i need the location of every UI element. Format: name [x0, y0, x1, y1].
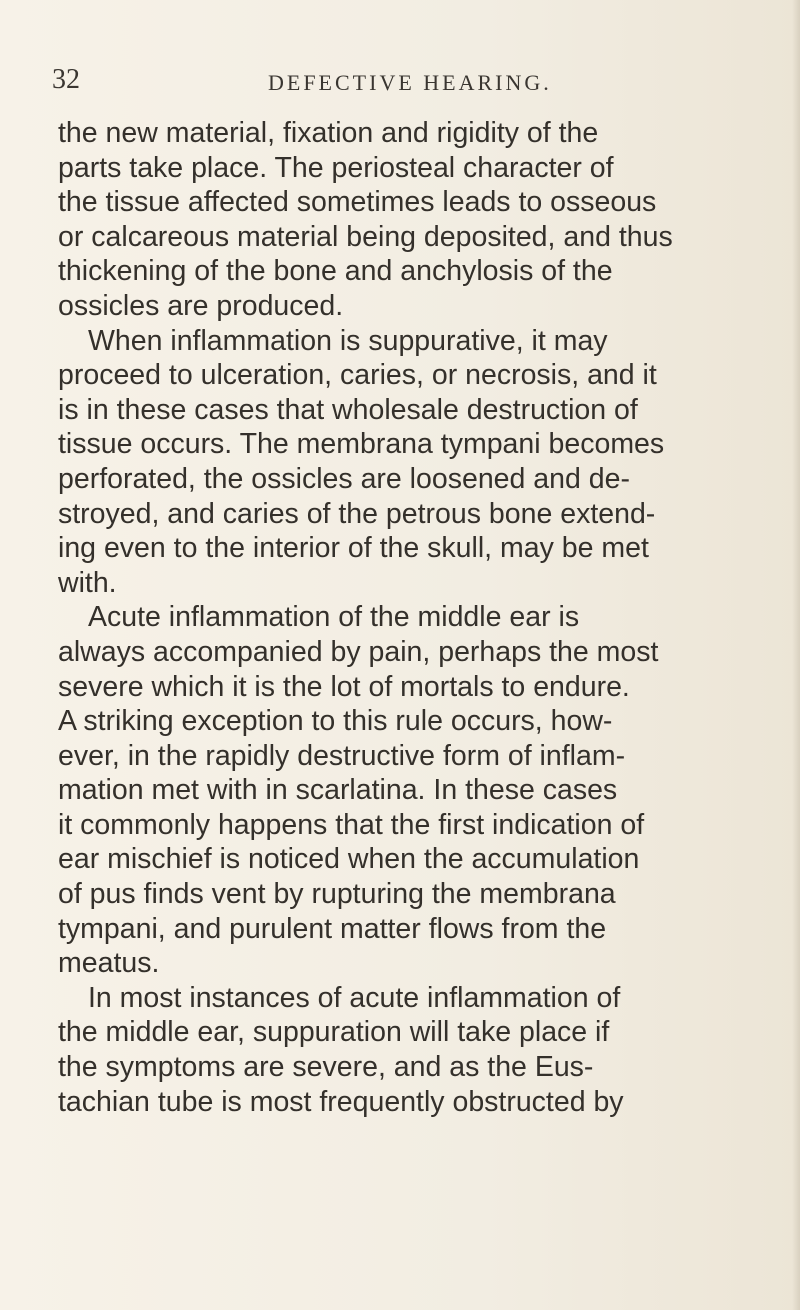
text-line: severe which it is the lot of mortals to endure.	[58, 670, 630, 703]
text-line: proceed to ulceration, caries, or necrosis, and it	[58, 359, 657, 392]
text-line: stroyed, and caries of the petrous bone extend-	[58, 497, 656, 530]
text-line: ossicles are produced.	[58, 289, 344, 322]
text-line: always accompanied by pain, perhaps the most	[58, 635, 659, 668]
text-line: is in these cases that wholesale destruction of	[58, 393, 638, 426]
text-line: tympani, and purulent matter flows from the	[58, 912, 607, 945]
text-line: ever, in the rapidly destructive form of inflam-	[58, 739, 626, 772]
text-line: meatus.	[58, 947, 160, 980]
text-line: mation met with in scarlatina. In these cases	[58, 774, 618, 807]
page-edge-shadow	[792, 0, 800, 1310]
body-text	[58, 116, 748, 1119]
text-line: thickening of the bone and anchylosis of the	[58, 255, 613, 288]
text-line: ear mischief is noticed when the accumulation	[58, 843, 640, 876]
page-header	[0, 64, 800, 104]
text-line: tachian tube is most frequently obstructed by	[58, 1085, 624, 1118]
text-line: the middle ear, suppuration will take place if	[58, 1016, 610, 1049]
text-line: A striking exception to this rule occurs, how-	[58, 705, 613, 738]
text-line: Acute inflammation of the middle ear is	[88, 601, 580, 634]
text-line: When inflammation is suppurative, it may	[88, 324, 608, 357]
text-line: the tissue affected sometimes leads to osseous	[58, 186, 657, 219]
text-line: perforated, the ossicles are loosened and de-	[58, 462, 630, 495]
text-line: In most instances of acute inflammation of	[88, 981, 621, 1014]
text-line: tissue occurs. The membrana tympani becomes	[58, 428, 665, 461]
text-line: the symptoms are severe, and as the Eus-	[58, 1051, 594, 1084]
text-line: or calcareous material being deposited, and thus	[58, 220, 673, 253]
text-line: parts take place. The periosteal character of	[58, 151, 614, 184]
running-head: DEFECTIVE HEARING.	[268, 70, 552, 95]
text-line: of pus finds vent by rupturing the membrana	[58, 878, 616, 911]
text-line: the new material, fixation and rigidity of the	[58, 117, 599, 149]
text-line: it commonly happens that the first indication of	[58, 808, 645, 841]
page-number: 32	[52, 64, 80, 95]
text-line: ing even to the interior of the skull, may be met	[58, 532, 649, 565]
text-line: with.	[58, 566, 117, 599]
